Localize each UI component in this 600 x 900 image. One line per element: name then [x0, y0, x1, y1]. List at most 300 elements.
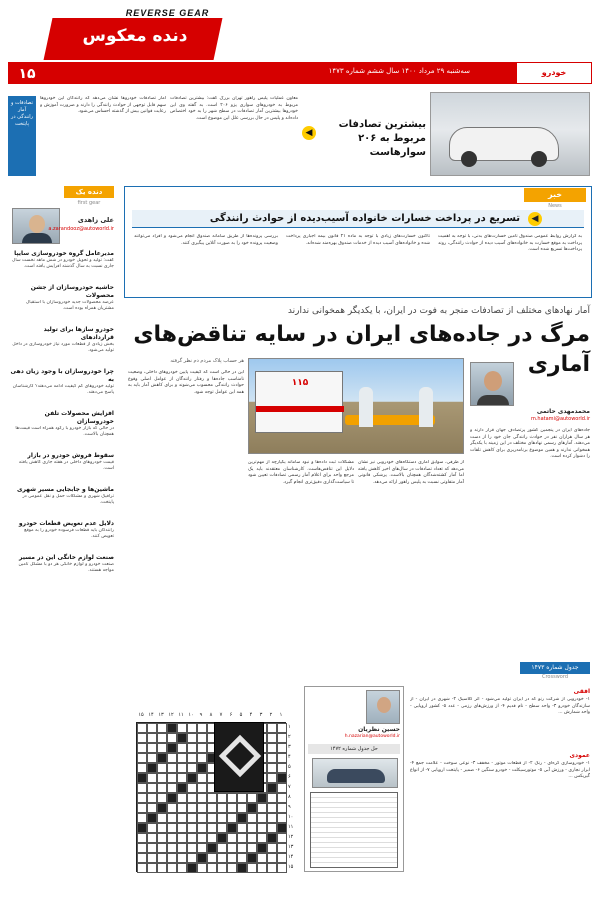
- list-item-body: رانندگان باید قطعات فرسوده خودرو را به موقع تعویض کنند.: [24, 528, 114, 540]
- crossword-cell[interactable]: [157, 723, 167, 733]
- down-text: ۱- خودروسازی کره‌ای - رنگ ۲- از قطعات موتور - مخفف ۳- نوعی سوخت - علامت جمع ۴- ابزار نجاری - ورزش آبی ۵- موتورسیکلت - خودرو سنگین ۶- ضمیر - پایتخت اروپایی ۷- از انواع گیربکس ...: [410, 761, 590, 780]
- crossword-cell[interactable]: [267, 723, 277, 733]
- list-item[interactable]: [10, 554, 114, 582]
- top-column-1: معاون عملیات پلیس راهور تهران بزرگ گفت: بیشترین تصادفات مربوط به خودروهای سواری پژو ۲۰۶ است. به گفته وی این خودروها بیشترین آمار تصادفات در سطح شهر را به خود اختصاص داده‌اند و پلیس در حال بررسی علل این موضوع است.: [170, 96, 298, 121]
- crossword-cell[interactable]: [197, 753, 207, 763]
- crossword-cell[interactable]: [137, 803, 147, 813]
- crossword-cell[interactable]: [247, 793, 257, 803]
- list-item[interactable]: [10, 250, 114, 278]
- crossword-cell[interactable]: [267, 823, 277, 833]
- ambulance-photo: [248, 358, 464, 454]
- list-item[interactable]: [10, 410, 114, 446]
- crossword-cell[interactable]: [167, 843, 177, 853]
- crossword-cell[interactable]: [147, 733, 157, 743]
- crossword-cell[interactable]: [147, 743, 157, 753]
- crossword-cell[interactable]: [157, 793, 167, 803]
- article-kicker: آمار نهادهای مختلف از تصادفات منجر به فوت در ایران، با یکدیگر همخوانی ندارند: [287, 306, 590, 316]
- list-item-head: حاشیه خودروسازان از جشن محصولات: [30, 284, 114, 299]
- crossword-cell[interactable]: [227, 813, 237, 823]
- col-number: ۹: [199, 712, 203, 718]
- crossword-cell[interactable]: [267, 843, 277, 853]
- crossword-cell[interactable]: [187, 843, 197, 853]
- crossword-cell[interactable]: [137, 853, 147, 863]
- sidebar-tag: دنده یک: [64, 186, 114, 198]
- avatar-head: [377, 697, 391, 713]
- list-item-body: قیمت خودروهای داخلی در هفته جاری کاهش یافته است.: [18, 460, 114, 472]
- crossword-cell[interactable]: [277, 723, 287, 733]
- crossword-cell[interactable]: [187, 723, 197, 733]
- crossword-cell[interactable]: [257, 803, 267, 813]
- crossword-cell[interactable]: [167, 783, 177, 793]
- blue-side-text: تصادفات و آمار رانندگی در پایتخت: [10, 100, 34, 127]
- crossword-cell[interactable]: [187, 833, 197, 843]
- crossword-cell[interactable]: [267, 773, 277, 783]
- crossword-cell[interactable]: [137, 843, 147, 853]
- crossword-cell: [197, 763, 207, 773]
- list-item-body: صنعت خودرو و لوازم خانگی هر دو با مشکل تامین مواجه هستند.: [18, 562, 114, 574]
- avatar-head: [29, 215, 45, 233]
- col-number: ۸: [209, 712, 213, 718]
- crossword-cell: [277, 773, 287, 783]
- crossword-cell[interactable]: [147, 783, 157, 793]
- crossword-cell[interactable]: [237, 833, 247, 843]
- list-item[interactable]: [10, 452, 114, 480]
- crossword-cell[interactable]: [177, 863, 187, 873]
- row-number: ۱۳: [288, 844, 294, 850]
- row-number: ۵: [288, 764, 291, 770]
- crossword-cell[interactable]: [257, 853, 267, 863]
- news-column-2: تاکنون خسارت‌های زیادی با توجه به ماده ۲۱ قانون بیمه اجباری پرداخت شده و خانواده‌های آسیب دیده از خدمات صندوق بهره‌مند شده‌اند.: [286, 234, 430, 246]
- crossword-label-sub: Crossword: [542, 674, 568, 680]
- list-item[interactable]: [10, 368, 114, 404]
- crossword-cell[interactable]: [197, 823, 207, 833]
- crossword-cell[interactable]: [147, 793, 157, 803]
- list-item-body: بخش زیادی از قطعات مورد نیاز خودروسازی در داخل تولید می‌شود.: [12, 342, 114, 354]
- crossword-cell[interactable]: [277, 743, 287, 753]
- crossword-cell: [137, 773, 147, 783]
- crossword-cell[interactable]: [237, 843, 247, 853]
- crossword-cell[interactable]: [217, 793, 227, 803]
- crossword-cell[interactable]: [227, 833, 237, 843]
- crossword-cell[interactable]: [217, 803, 227, 813]
- crossword-cell[interactable]: [187, 733, 197, 743]
- solution-car-photo: [312, 758, 398, 788]
- row-number: ۹: [288, 804, 291, 810]
- crossword-cell: [247, 853, 257, 863]
- across-heading: افقی: [573, 688, 590, 695]
- row-number: ۲: [288, 734, 291, 740]
- sidebar-tag-sub: first gear: [77, 200, 101, 206]
- crossword-cell[interactable]: [137, 863, 147, 873]
- row-number: ۱۰: [288, 814, 294, 820]
- medic-figure: [359, 387, 373, 427]
- crossword-cell: [167, 743, 177, 753]
- crossword-cell[interactable]: [277, 763, 287, 773]
- crossword-cell[interactable]: [267, 863, 277, 873]
- wheel-icon: [461, 151, 477, 167]
- crossword-cell[interactable]: [177, 773, 187, 783]
- crossword-cell[interactable]: [177, 823, 187, 833]
- row-number: ۱۱: [288, 824, 294, 830]
- crossword-cell[interactable]: [247, 823, 257, 833]
- avatar-head: [484, 371, 502, 391]
- crossword-cell[interactable]: [207, 823, 217, 833]
- crossword-cell: [167, 793, 177, 803]
- crossword-cell[interactable]: [217, 863, 227, 873]
- top-column-2: آمار تصادفات خودروها نشان می‌دهد که رانندگان این خودروها سهم قابل توجهی از حوادث رانندگی را دارند و ضرورت آموزش و رعایت قوانین بیش از گذشته احساس می‌شود.: [40, 96, 166, 115]
- crossword-cell[interactable]: [257, 863, 267, 873]
- medic-figure: [419, 387, 433, 427]
- crossword-cell[interactable]: [277, 813, 287, 823]
- crossword-cell[interactable]: [157, 733, 167, 743]
- section-latin-title: REVERSE GEAR: [125, 8, 210, 18]
- row-number: ۴: [288, 754, 291, 760]
- paper-logo: خودرو: [516, 62, 592, 84]
- crossword-cell: [187, 863, 197, 873]
- reporter-name: محمدمهدی حاتمی: [536, 408, 590, 415]
- avatar-body: [477, 395, 509, 405]
- col-number: ۶: [229, 712, 233, 718]
- crossword-cell[interactable]: [277, 733, 287, 743]
- crossword-cell[interactable]: [197, 773, 207, 783]
- wheel-icon: [531, 151, 547, 167]
- crossword-cell[interactable]: [277, 833, 287, 843]
- crossword-cell[interactable]: [257, 813, 267, 823]
- crossword-cell: [247, 803, 257, 813]
- crossword-cell[interactable]: [267, 803, 277, 813]
- crossword-cell[interactable]: [157, 853, 167, 863]
- solution-grid: [310, 792, 398, 868]
- crossword-cell[interactable]: [237, 803, 247, 813]
- crossword-cell[interactable]: [187, 823, 197, 833]
- crossword-cell: [147, 763, 157, 773]
- crossword-cell: [177, 783, 187, 793]
- section-title: دنده معکوس: [82, 26, 188, 46]
- crossword-cell[interactable]: [247, 833, 257, 843]
- news-column-3: بررسی پرونده‌ها از طریق سامانه صندوق انجام می‌شود و افراد می‌توانند وضعیت پرونده خود را به صورت آنلاین پیگیری کنند.: [134, 234, 278, 246]
- crossword-cell[interactable]: [137, 733, 147, 743]
- reporter-email[interactable]: m.hatami@autoworld.ir: [530, 416, 590, 422]
- list-item-body: ترافیک شهری و مشکلات حمل و نقل عمومی در پایتخت.: [22, 494, 114, 506]
- crossword-cell[interactable]: [157, 763, 167, 773]
- crossword-cell[interactable]: [207, 813, 217, 823]
- crossword-cell: [237, 813, 247, 823]
- crossword-cell[interactable]: [247, 863, 257, 873]
- crossword-cell[interactable]: [177, 833, 187, 843]
- crossword-cell[interactable]: [187, 743, 197, 753]
- article-column-1: جاده‌های ایران در پنجمین کشور پرتصادف جهان قرار دارند و هر سال هزاران نفر در حوادث رانندگی جان خود را از دست می‌دهند. آمارهای رسمی نهادهای مختلف در این زمینه با یکدیگر همخوانی ندارند و همین موضوع برنامه‌ریزی برای کاهش تلفات را دشوار کرده است.: [470, 428, 590, 460]
- crossword-cell[interactable]: [157, 843, 167, 853]
- crossword-cell[interactable]: [197, 723, 207, 733]
- list-item-head: ماشین‌ها و جابجایی مسیر شهری: [16, 486, 114, 493]
- list-item[interactable]: [10, 520, 114, 548]
- crossword-cell[interactable]: [207, 833, 217, 843]
- list-item-head: مدیرعامل گروه خودروسازی سایپا: [14, 250, 114, 257]
- crossword-cell[interactable]: [207, 863, 217, 873]
- crossword-cell[interactable]: [227, 803, 237, 813]
- crossword-cell: [157, 753, 167, 763]
- list-item-body: عرضه محصولات جدید خودروسازان با استقبال مشتریان همراه بوده است.: [25, 300, 114, 312]
- crossword-cell[interactable]: [277, 803, 287, 813]
- sidebar-list: [10, 250, 114, 588]
- crossword-cell[interactable]: [277, 863, 287, 873]
- crossword-cell: [267, 783, 277, 793]
- crossword-cell[interactable]: [147, 843, 157, 853]
- crossword-cell[interactable]: [197, 733, 207, 743]
- article-column-4: این در حالی است که کیفیت پایین خودروهای داخلی، وضعیت نامناسب جاده‌ها و رفتار رانندگان از عوامل اصلی وقوع حوادث رانندگی محسوب می‌شوند و برای کاهش آمار باید به همه این عوامل توجه شود.: [128, 370, 244, 395]
- crossword-cell[interactable]: [207, 803, 217, 813]
- crossword-cell[interactable]: [217, 843, 227, 853]
- crossword-cell[interactable]: [137, 833, 147, 843]
- crossword-cell[interactable]: [147, 773, 157, 783]
- crossword-cell[interactable]: [167, 733, 177, 743]
- crossword-cell[interactable]: [267, 763, 277, 773]
- crossword-cell[interactable]: [177, 723, 187, 733]
- crossword-cell[interactable]: [197, 833, 207, 843]
- crossword-cell[interactable]: [257, 833, 267, 843]
- crossword-cell[interactable]: [187, 753, 197, 763]
- crossword-cell[interactable]: [177, 813, 187, 823]
- list-item-head: خودرو سازها برای تولید قراردادهای: [43, 326, 114, 341]
- crossword-cell[interactable]: [207, 793, 217, 803]
- crossword-cell[interactable]: [137, 813, 147, 823]
- crossword-cell[interactable]: [167, 813, 177, 823]
- list-item-body: در حالی که بازار خودرو با رکود همراه است قیمت‌ها همچنان بالاست.: [15, 426, 114, 438]
- crossword-cell[interactable]: [197, 743, 207, 753]
- crossword-cell[interactable]: [277, 783, 287, 793]
- arrow-left-icon: ◀: [528, 212, 542, 226]
- author-email[interactable]: a.zarandooz@autoworld.ir: [48, 226, 114, 232]
- crossword-cell[interactable]: [227, 863, 237, 873]
- crossword-cell[interactable]: [137, 793, 147, 803]
- solution-email[interactable]: h.nazarian@autoworld.ir: [344, 734, 400, 739]
- crossword-cell[interactable]: [177, 803, 187, 813]
- author-name: علی زاهدی: [77, 216, 114, 224]
- crossword-cell: [177, 733, 187, 743]
- crossword-cell[interactable]: [187, 813, 197, 823]
- crossword-cell[interactable]: [187, 763, 197, 773]
- crossword-cell[interactable]: [137, 783, 147, 793]
- crossword-cell[interactable]: [277, 853, 287, 863]
- crossword-cell[interactable]: [157, 813, 167, 823]
- crossword-cell[interactable]: [267, 813, 277, 823]
- crossword-cell[interactable]: [147, 863, 157, 873]
- crossword-cell[interactable]: [167, 763, 177, 773]
- crossword-cell[interactable]: [157, 783, 167, 793]
- col-number: ۱۲: [168, 712, 174, 718]
- crossword-cell[interactable]: [197, 783, 207, 793]
- crossword-cell[interactable]: [277, 793, 287, 803]
- solution-label: حل جدول شماره ۱۴۷۲: [308, 744, 400, 754]
- crossword-cell[interactable]: [187, 853, 197, 863]
- across-text: ۱- خودرویی از شرکت رنو که در ایران تولید می‌شود - اثر کلاسیک ۲- شهری در ایران - از سازندگان خودرو ۳- واحد سطح - نام قدیم ۴- از ورزش‌های رزمی - عدد ۵- کشور اروپایی - واحد شمارش ...: [410, 697, 590, 716]
- crossword-cell[interactable]: [217, 823, 227, 833]
- list-item-head: سقوط فروش خودرو در بازار: [27, 452, 114, 459]
- crossword-cell[interactable]: [237, 853, 247, 863]
- arrow-left-icon: ◀: [302, 126, 316, 140]
- crossword-cell[interactable]: [277, 843, 287, 853]
- car-shape: [327, 769, 385, 783]
- crossword-cell: [187, 773, 197, 783]
- crossword-row-numbers: [288, 722, 298, 872]
- col-number: ۱۰: [188, 712, 194, 718]
- crossword-cell[interactable]: [237, 823, 247, 833]
- crossword-cell[interactable]: [217, 853, 227, 863]
- photo-caption: هر حساب پلاک مردم‌ دم نظر گرفته: [170, 358, 244, 364]
- crossword-cell[interactable]: [147, 753, 157, 763]
- crossword-cell: [227, 823, 237, 833]
- crossword-cell[interactable]: [197, 843, 207, 853]
- solution-author-avatar: [366, 690, 400, 724]
- renault-logo: [214, 722, 264, 792]
- article-column-3: مشکلات ثبت داده‌ها و نبود سامانه یکپارچه از مهم‌ترین دلایل این تناقض‌هاست. کارشناسان معتقدند باید یک مرجع واحد برای اعلام آمار رسمی تصادفات تعیین شود تا سیاست‌گذاری دقیق‌تری انجام گیرد.: [248, 460, 354, 485]
- news-label-sub: News: [548, 203, 562, 209]
- crossword-cell: [197, 853, 207, 863]
- crossword-cell[interactable]: [137, 743, 147, 753]
- diamond-icon: [219, 735, 261, 777]
- crossword-cell[interactable]: [177, 763, 187, 773]
- row-number: ۱۲: [288, 834, 294, 840]
- article-title[interactable]: مرگ در جاده‌های ایران در سایه تناقض‌های آماری: [133, 322, 590, 377]
- crossword-cell[interactable]: [157, 823, 167, 833]
- date-line: سه‌شنبه ۲۹ مرداد ۱۴۰۰ سال ششم شماره ۱۴۷۳: [328, 67, 470, 75]
- col-number: ۴: [249, 712, 253, 718]
- ambulance-shape: [255, 371, 343, 433]
- crossword-cell: [267, 833, 277, 843]
- crossword-cell[interactable]: [187, 793, 197, 803]
- crossword-cell: [257, 843, 267, 853]
- crossword-cell[interactable]: [137, 723, 147, 733]
- row-number: ۶: [288, 774, 291, 780]
- crossword-cell[interactable]: [157, 773, 167, 783]
- crossword-cell[interactable]: [277, 753, 287, 763]
- crossword-cell[interactable]: [267, 853, 277, 863]
- col-number: ۱: [279, 712, 283, 718]
- crossword-cell: [207, 843, 217, 853]
- avatar-body: [22, 233, 52, 243]
- top-headline[interactable]: بیشترین تصادفات مربوط به ۲۰۶ سوارهاست: [338, 119, 426, 158]
- list-item[interactable]: [10, 486, 114, 514]
- list-item-head: دلایل عدم تعویض قطعات خودرو: [18, 520, 114, 527]
- crossword-cell[interactable]: [177, 753, 187, 763]
- crossword-cell[interactable]: [137, 753, 147, 763]
- crossword-cell[interactable]: [167, 773, 177, 783]
- list-item-body: گفت: تولید و تحویل خودرو در شش ماهه نخست سال جاری نسبت به سال گذشته افزایش یافته است.: [11, 258, 114, 270]
- crossword-cell[interactable]: [267, 733, 277, 743]
- list-item-head: چرا خودروسازان با وجود زیان دهی به: [10, 368, 114, 383]
- crossword-cell: [137, 823, 147, 833]
- row-number: ۱: [288, 724, 291, 730]
- crossword-cell[interactable]: [147, 853, 157, 863]
- crossword-cell[interactable]: [177, 743, 187, 753]
- crossword-cell[interactable]: [177, 853, 187, 863]
- sidebar-column: [8, 186, 116, 886]
- news-headline[interactable]: تسریع در پرداخت خسارات خانواده آسیب‌دیده از حوادث رانندگی: [209, 213, 520, 224]
- crossword-cell[interactable]: [167, 753, 177, 763]
- crossword-cell[interactable]: [177, 843, 187, 853]
- crossword-cell[interactable]: [157, 833, 167, 843]
- crossword-cell[interactable]: [157, 743, 167, 753]
- row-number: ۱۴: [288, 854, 294, 860]
- crossword-cell[interactable]: [167, 833, 177, 843]
- crossword-cell: [167, 723, 177, 733]
- crossword-cell[interactable]: [147, 833, 157, 843]
- crossword-cell[interactable]: [197, 813, 207, 823]
- crossword-cell[interactable]: [147, 723, 157, 733]
- crossword-cell[interactable]: [237, 793, 247, 803]
- down-clues: [410, 752, 590, 872]
- list-item-body: تولید خودروهای کم کیفیت ادامه می‌دهند؟ کارشناسان پاسخ می‌دهند.: [12, 384, 114, 396]
- list-item[interactable]: [10, 284, 114, 320]
- crossword-cell[interactable]: [177, 793, 187, 803]
- crossword-cell: [237, 863, 247, 873]
- crossword-cell[interactable]: [227, 843, 237, 853]
- article-column-2: از طرفی، سوابق آماری دستگاه‌های خودرویی نیز نشان می‌دهد که تعداد تصادفات در سال‌های اخیر کاهش یافته اما آمار کشته‌شدگان همچنان بالاست. پزشکی قانونی آمار متفاوتی نسبت به پلیس راهور ارائه می‌دهد.: [358, 460, 464, 485]
- list-item-head: افزایش محصولات تلفن خودروسازان: [44, 410, 114, 425]
- col-number: ۱۵: [138, 712, 144, 718]
- crossword-cell: [277, 823, 287, 833]
- crossword-cell[interactable]: [267, 753, 277, 763]
- crossword-cell[interactable]: [267, 793, 277, 803]
- col-number: ۵: [239, 712, 243, 718]
- col-number: ۱۳: [158, 712, 164, 718]
- crossword-cell: [217, 833, 227, 843]
- crossword-cell[interactable]: [207, 853, 217, 863]
- crossword-cell[interactable]: [267, 743, 277, 753]
- crossword-cell[interactable]: [157, 863, 167, 873]
- crossword-cell: [257, 793, 267, 803]
- crossword-cell: [147, 813, 157, 823]
- list-item[interactable]: [10, 326, 114, 362]
- crossword-cell[interactable]: [197, 793, 207, 803]
- list-item-head: صنعت لوازم خانگی این در مسیر: [19, 554, 114, 561]
- col-number: ۳: [259, 712, 263, 718]
- crossword-cell[interactable]: [247, 813, 257, 823]
- ambulance-number: ۱۱۵: [291, 378, 309, 388]
- crossword-cell[interactable]: [137, 763, 147, 773]
- crossword-cell: [157, 803, 167, 813]
- crossword-cell[interactable]: [167, 863, 177, 873]
- crossword-cell[interactable]: [227, 793, 237, 803]
- col-number: ۱۱: [178, 712, 184, 718]
- crossword-cell[interactable]: [257, 823, 267, 833]
- crossword-cell[interactable]: [217, 813, 227, 823]
- across-clues: [410, 688, 590, 748]
- ambulance-stripe: [256, 406, 344, 412]
- crossword-column-numbers: [136, 712, 286, 718]
- crossword-cell[interactable]: [167, 853, 177, 863]
- crossword-cell[interactable]: [167, 803, 177, 813]
- crossword-cell[interactable]: [147, 803, 157, 813]
- news-column-1: به گزارش روابط عمومی صندوق تامین خسارت‌های بدنی، با توجه به اهمیت پرداخت به موقع خسارت به خانواده‌های آسیب دیده از حوادث رانندگی، روند پرداخت‌ها تسریع شده است.: [438, 234, 582, 253]
- crossword-cell[interactable]: [197, 863, 207, 873]
- col-number: ۱۴: [148, 712, 154, 718]
- crossword-cell[interactable]: [227, 853, 237, 863]
- crossword-cell[interactable]: [247, 843, 257, 853]
- crossword-cell[interactable]: [147, 823, 157, 833]
- news-label: خبر: [524, 188, 586, 202]
- reporter-avatar: [470, 362, 514, 406]
- crossword-cell[interactable]: [187, 783, 197, 793]
- solution-author: حسین نظریان: [358, 726, 400, 733]
- crossword-cell[interactable]: [197, 803, 207, 813]
- col-number: ۷: [219, 712, 223, 718]
- row-number: ۸: [288, 794, 291, 800]
- crossword-cell[interactable]: [187, 803, 197, 813]
- crossword-cell[interactable]: [167, 823, 177, 833]
- crossword-label: جدول شماره ۱۴۷۳: [520, 662, 590, 674]
- crash-photo: [430, 92, 590, 176]
